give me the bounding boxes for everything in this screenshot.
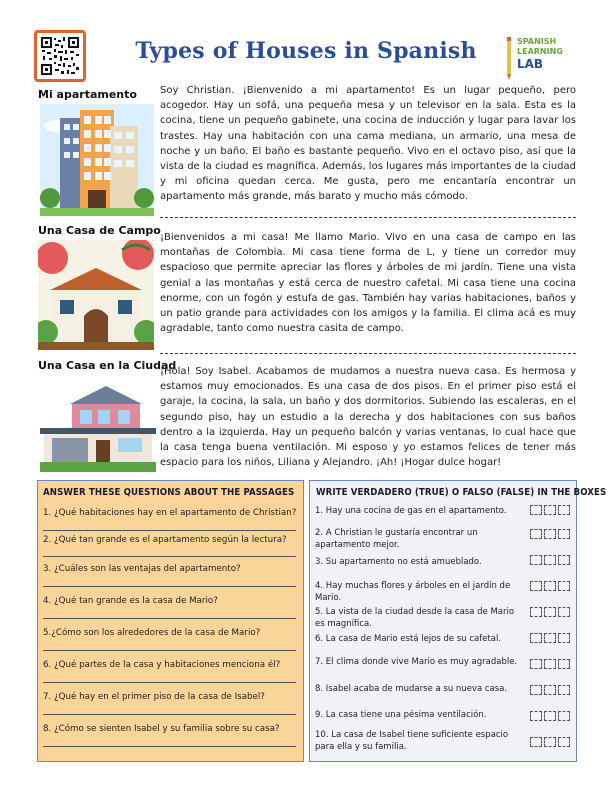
tf-answer-box-2[interactable] [530,529,542,539]
city-house-image [40,380,156,472]
tf-answer-box-10[interactable] [544,737,556,747]
tf-answer-box-8[interactable] [544,685,556,695]
tf-item: 10. La casa de Isabel tiene suficiente espacio para ella y su familia. [315,730,509,752]
tf-answer-box-3[interactable] [544,555,556,565]
tf-answer-box-4[interactable] [544,581,556,591]
tf-answer-box-10[interactable] [558,737,570,747]
question-item: 6. ¿Qué partes de la casa y habitaciones menciona él? [43,660,281,670]
answer-line[interactable] [43,586,296,587]
answer-line[interactable] [43,746,296,747]
tf-answer-box-9[interactable] [530,711,542,721]
tf-item: 4. Hay muchas flores y árboles en el jardín de Mario. [315,581,511,603]
answer-line[interactable] [43,682,296,683]
divider-1 [160,217,576,218]
tf-answer-box-4[interactable] [530,581,542,591]
logo-text: SPANISH LEARNING [517,37,563,56]
tf-answer-box-7[interactable] [530,659,542,669]
question-item: 4. ¿Qué tan grande es la casa de Mario? [43,596,218,606]
divider-2 [160,353,576,354]
tf-answer-box-8[interactable] [558,685,570,695]
country-house-image [38,240,154,350]
tf-answer-box-1[interactable] [530,505,542,515]
question-item: 5.¿Cómo son los alrededores de la casa de Mario? [43,628,261,638]
question-item: 8. ¿Cómo se sienten Isabel y su familia sobre su casa? [43,724,280,734]
tf-answer-box-3[interactable] [558,555,570,565]
tf-answer-box-1[interactable] [544,505,556,515]
tf-item: 9. La casa tiene una pésima ventilación. [315,710,487,720]
tf-answer-box-5[interactable] [544,607,556,617]
tf-answer-box-4[interactable] [558,581,570,591]
tf-item: 5. La vista de la ciudad desde la casa de Mario es magnífica. [315,607,515,629]
tf-answer-box-9[interactable] [558,711,570,721]
passage-city-house: ¡Hola! Soy Isabel. Acabamos de mudamos a nuestra nueva casa. Es hermosa y estamos muy emocionados. Es una casa de dos pisos. En el primer piso está el garaje, la cocina, la sala, un baño y dos dormitorios. Subiendo las escaleras, en el segundo piso, hay un estudio a la derecha y dos habitaciones con sus baños dentro a la izquierda. Hay un pequeño balcón y varias ventanas, lo cual hace que la casa tenga buena ventilación. Mi esposo y yo estamos felices de tener más espacio para los niños, Liliana y Alejandro. ¡Ah! ¡Hogar dulce hogar! [160,366,576,469]
tf-answer-box-6[interactable] [558,633,570,643]
page-title: Types of Houses in Spanish [135,38,477,64]
tf-answer-box-5[interactable] [558,607,570,617]
true-false-heading: WRITE VERDADERO (TRUE) O FALSO (FALSE) IN THE BOXES [316,487,607,498]
tf-item: 8. Isabel acaba de mudarse a su nueva casa. [315,684,508,694]
logo-lab: LAB [517,57,544,71]
question-item: 1. ¿Qué habitaciones hay en el apartamento de Christian? [43,508,297,518]
question-item: 2. ¿Qué tan grande es el apartamento según la lectura? [43,535,287,545]
tf-item: 3. Su apartamento no está amueblado. [315,557,482,567]
tf-answer-box-5[interactable] [530,607,542,617]
caption-apartment: Mi apartamento [38,88,137,101]
tf-answer-box-7[interactable] [544,659,556,669]
answer-line[interactable] [43,530,296,531]
tf-answer-box-7[interactable] [558,659,570,669]
passage-apartment: Soy Christian. ¡Bienvenido a mi apartamento! Es un lugar pequeño, pero acogedor. Hay un sofá, una pequeña mesa y un televisor en la sala. Esta es la cocina, tiene un pequeño gabinete, una cocina de inducción y lugar para lavar los trastes. Hay una habitación con una cama mediana, un armario, una mesa de noche y un baño. El baño es bastante pequeño. Vivo en el octavo piso, así que la vista de la ciudad es magnífica. Además, los lugares más importantes de la ciudad y mi oficina quedan cerca. Me gusta, pero me encantaría encontrar un apartamento más grande, más barato y mucho más cómodo. [160,85,576,203]
passage-country-house: ¡Bienvenidos a mi casa! Me llamo Mario. Vivo en una casa de campo en las montañas de Colombia. Mi casa tiene forma de L, y tiene un corredor muy espacioso que permite apreciar las flores y árboles de mi jardín. Tiene una vista genial a las montañas y está cerca de nuestro cafetal. Mi casa tiene una cocina enorme, con un fogón y estufa de gas. También hay varias habitaciones, baños y un patio grande para actividades con los amigos y la familia. El clima acá es muy agradable, tanto como nuestra casita de campo. [160,232,576,335]
tf-answer-box-6[interactable] [544,633,556,643]
caption-city-house: Una Casa en la Ciudad [38,359,177,372]
tf-answer-box-10[interactable] [530,737,542,747]
tf-item: 2. A Christian le gustaría encontrar un apartamento mejor. [315,528,478,550]
answer-line[interactable] [43,556,296,557]
answer-line[interactable] [43,714,296,715]
answer-line[interactable] [43,650,296,651]
tf-answer-box-1[interactable] [558,505,570,515]
tf-answer-box-2[interactable] [544,529,556,539]
question-item: 7. ¿Qué hay en el primer piso de la casa de Isabel? [43,692,265,702]
tf-item: 1. Hay una cocina de gas en el apartamento. [315,506,507,516]
tf-answer-box-3[interactable] [530,555,542,565]
tf-answer-box-2[interactable] [558,529,570,539]
tf-item: 7. El clima donde vive Mario es muy agradable. [315,657,518,667]
tf-item: 6. La casa de Mario está lejos de su cafetal. [315,634,502,644]
tf-answer-box-6[interactable] [530,633,542,643]
questions-box [37,480,304,762]
tf-answer-box-9[interactable] [544,711,556,721]
caption-country-house: Una Casa de Campo [38,224,161,237]
apartment-building-image [40,104,154,216]
questions-heading: ANSWER THESE QUESTIONS ABOUT THE PASSAGES [43,487,295,498]
answer-line[interactable] [43,618,296,619]
tf-answer-box-8[interactable] [530,685,542,695]
question-item: 3. ¿Cuáles son las ventajas del apartamento? [43,564,241,574]
